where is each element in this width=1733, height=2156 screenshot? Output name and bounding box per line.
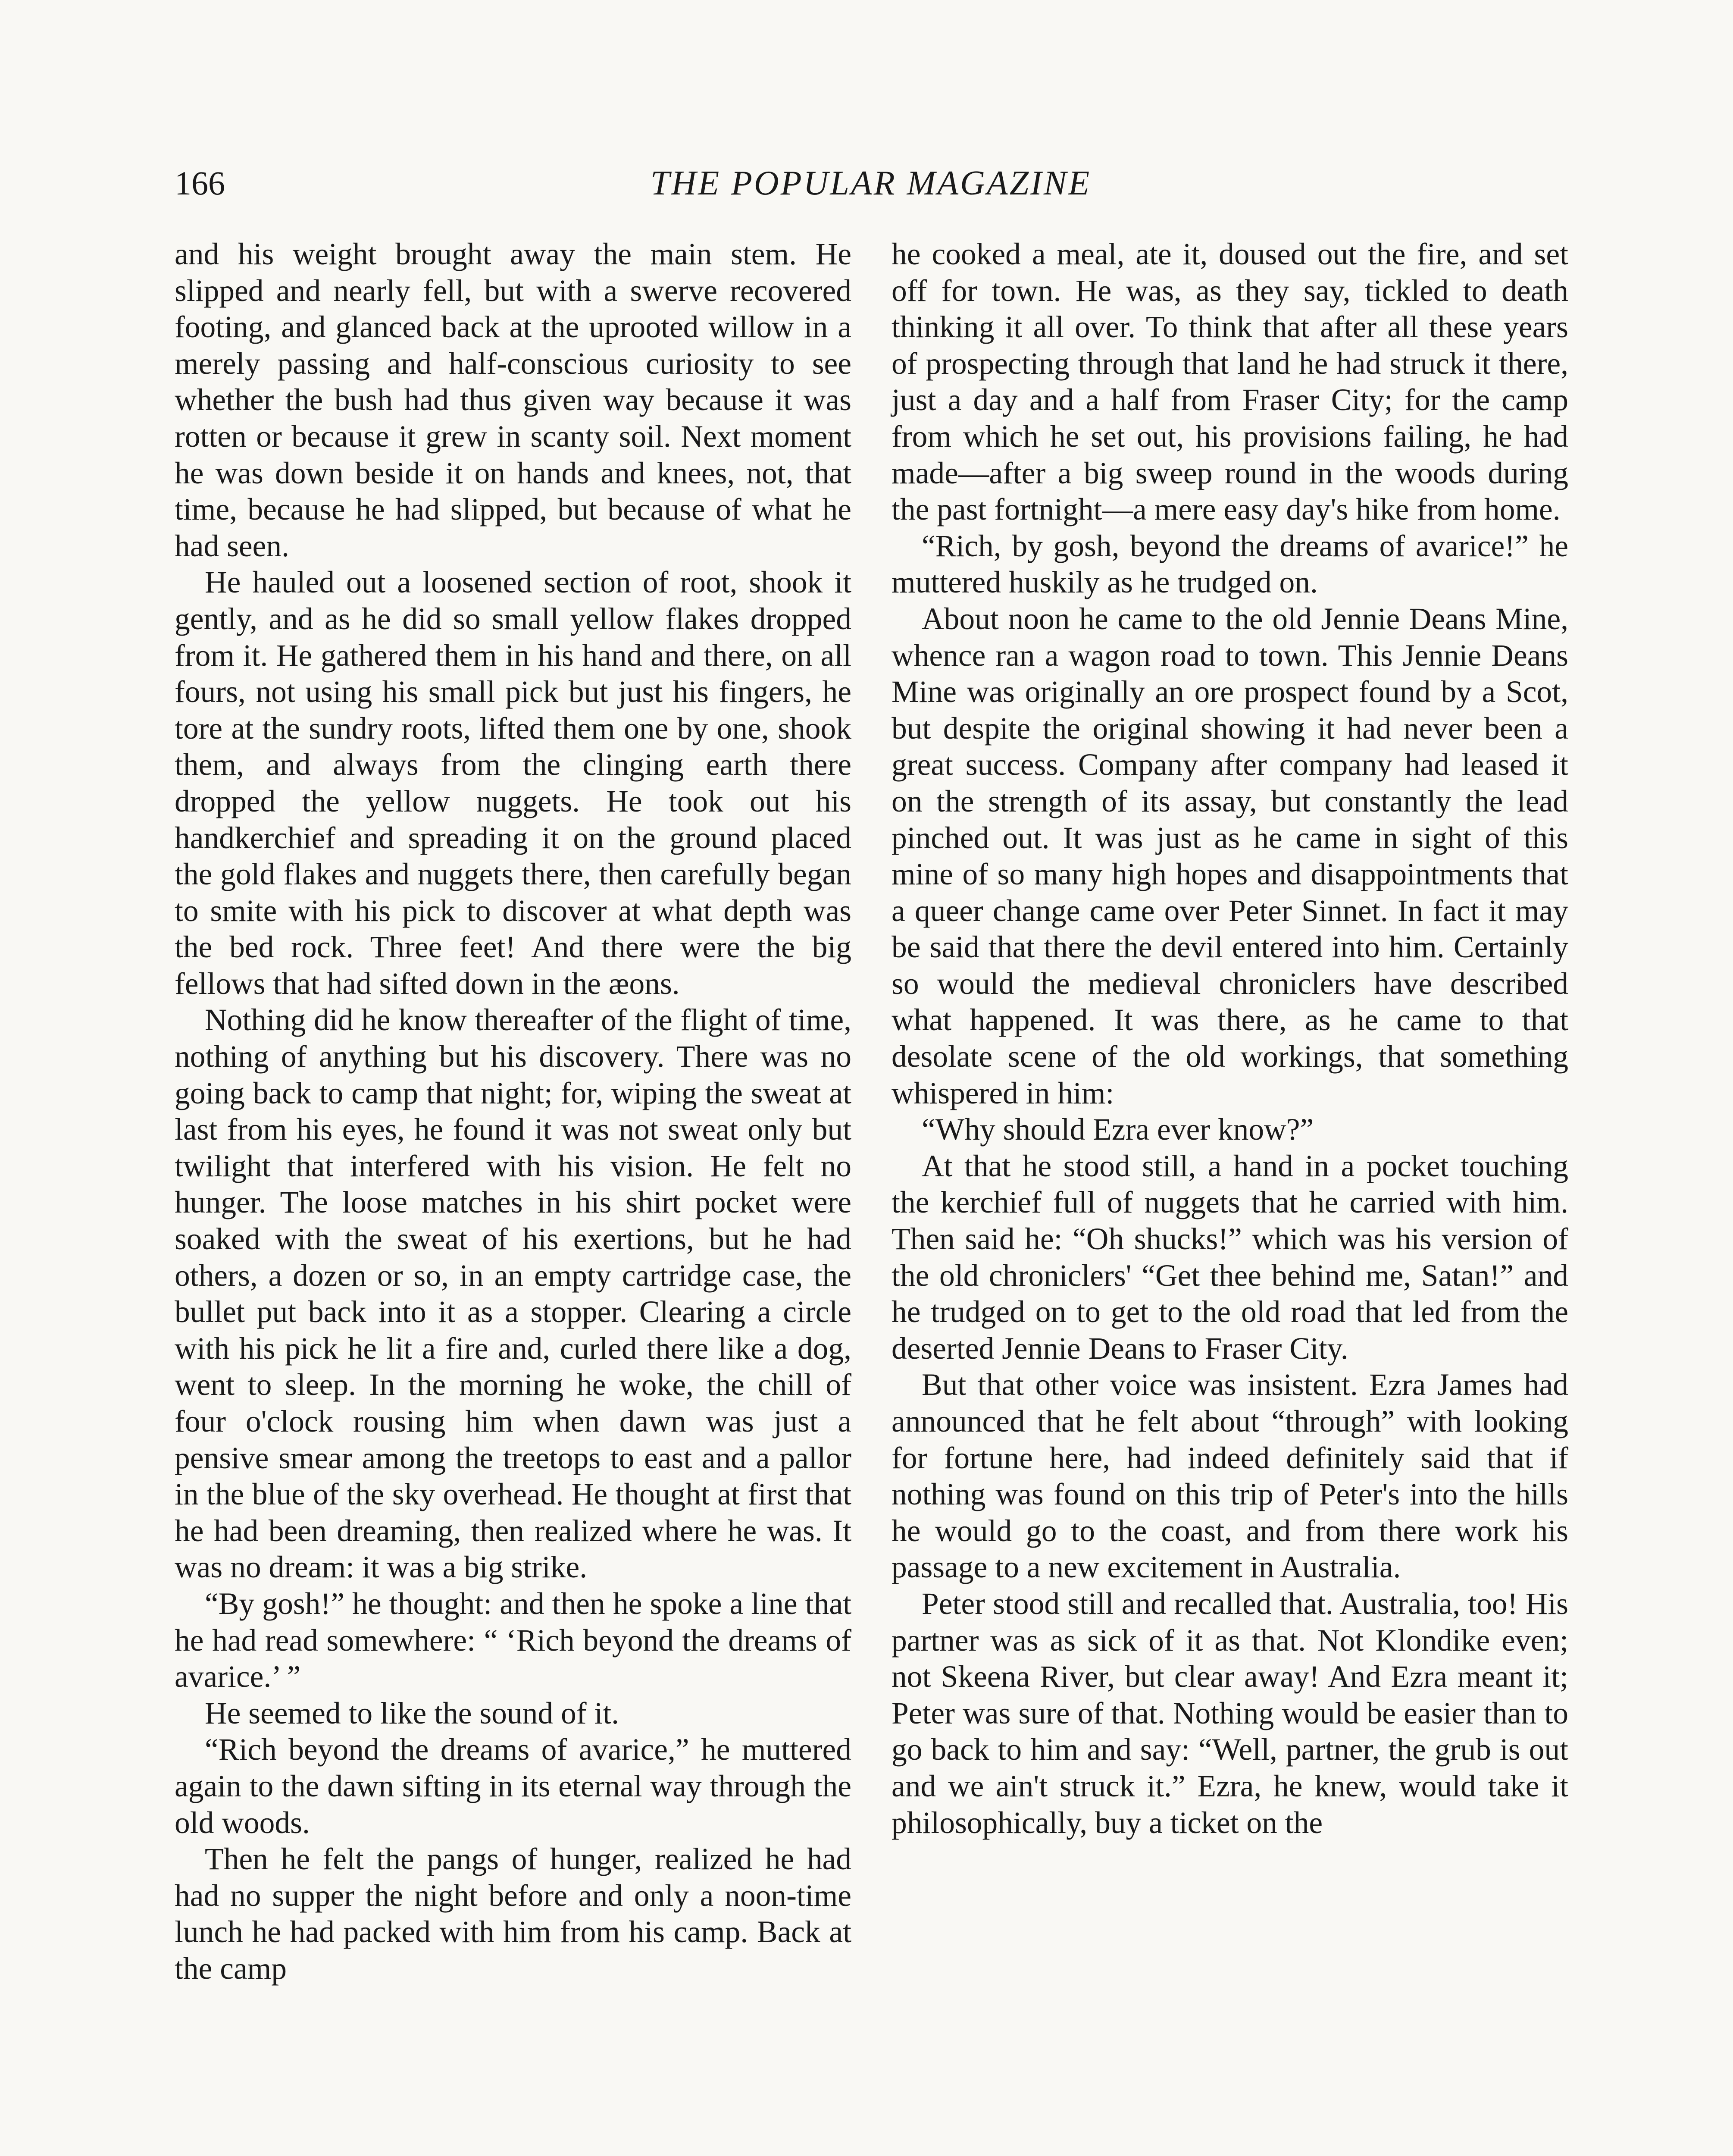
paragraph: Then he felt the pangs of hunger, realized he had had no supper the night before and only a noon-time lunch he had packed with him from his camp. Back at the camp bbox=[175, 1842, 851, 1986]
paragraph: “Rich, by gosh, beyond the dreams of avarice!” he muttered huskily as he trudged on. bbox=[892, 529, 1568, 600]
paragraph: “Why should Ezra ever know?” bbox=[922, 1112, 1314, 1147]
running-title: THE POPULAR MAGAZINE bbox=[650, 164, 1092, 202]
paragraph: He hauled out a loosened section of root, shook it gently, and as he did so small yellow flakes dropped from it. He gathered them in his hand and there, on all fours, not using his small pick but just his fingers, he tore at the sundry roots, lifted them one by one, shook them, and always from the clinging earth there dropped the yellow nuggets. He took out his handkerchief and spreading it on the ground placed the gold flakes and nuggets there, then carefully began to smite with his pick to discover at what depth was the bed rock. Three feet! And there were the big fellows that had sifted down in the æons. bbox=[175, 565, 851, 1001]
paragraph: and his weight brought away the main stem. He slipped and nearly fell, but with a swerve recovered footing, and glanced back at the uprooted willow in a merely passing and half-conscious curiosity to see whether the bush had thus given way because it was rotten or because it grew in scanty soil. Next moment he was down beside it on hands and knees, not, that time, because he had slipped, but because of what he had seen. bbox=[175, 237, 851, 563]
page-number: 166 bbox=[175, 164, 225, 202]
paragraph: But that other voice was insistent. Ezra James had announced that he felt about “through” with looking for fortune here, had indeed definitely said that if nothing was found on this trip of Peter's into the hills he would go to the coast, and from there work his passage to a new excitement in Australia. bbox=[892, 1368, 1568, 1585]
right-column bbox=[892, 236, 1568, 1841]
paragraph: “Rich beyond the dreams of avarice,” he muttered again to the dawn sifting in its eternal way through the old woods. bbox=[175, 1733, 851, 1840]
paragraph: At that he stood still, a hand in a pocket touching the kerchief full of nuggets that he carried with him. Then said he: “Oh shucks!” which was his version of the old chroniclers' “Get thee behind me, Satan!” and he trudged on to get to the old road that led from the deserted Jennie Deans to Fraser City. bbox=[892, 1149, 1568, 1366]
left-column bbox=[175, 236, 851, 1987]
paragraph: he cooked a meal, ate it, doused out the fire, and set off for town. He was, as they say, tickled to death thinking it all over. To think that after all these years of prospecting through that land he had struck it there, just a day and a half from Fraser City; for the camp from which he set out, his provisions failing, he had made—after a big sweep round in the woods during the past fortnight—a mere easy day's hike from home. bbox=[892, 237, 1568, 527]
paragraph: Peter stood still and recalled that. Australia, too! His partner was as sick of it as that. Not Klondike even; not Skeena River, but clear away! And Ezra meant it; Peter was sure of that. Nothing would be easier than to go back to him and say: “Well, partner, the grub is out and we ain't struck it.” Ezra, he knew, would take it philosophically, buy a ticket on the bbox=[892, 1586, 1568, 1840]
paragraph: Nothing did he know thereafter of the flight of time, nothing of anything but his discovery. There was no going back to camp that night; for, wiping the sweat at last from his eyes, he found it was not sweat only but twilight that interfered with his vision. He felt no hunger. The loose matches in his shirt pocket were soaked with the sweat of his exertions, but he had others, a dozen or so, in an empty cartridge case, the bullet put back into it as a stopper. Clearing a circle with his pick he lit a fire and, curled there like a dog, went to sleep. In the morning he woke, the chill of four o'clock rousing him when dawn was just a pensive smear among the treetops to east and a pallor in the blue of the sky overhead. He thought at first that he had been dreaming, then realized where he was. It was no dream: it was a big strike. bbox=[175, 1003, 851, 1585]
page-header bbox=[175, 160, 1567, 207]
paragraph: He seemed to like the sound of it. bbox=[205, 1696, 619, 1730]
paragraph: “By gosh!” he thought: and then he spoke a line that he had read somewhere: “ ‘Rich beyond the dreams of avarice.’ ” bbox=[175, 1586, 851, 1694]
paragraph: About noon he came to the old Jennie Deans Mine, whence ran a wagon road to town. This Jennie Deans Mine was originally an ore prospect found by a Scot, but despite the original showing it had never been a great success. Company after company had leased it on the strength of its assay, but constantly the lead pinched out. It was just as he came in sight of this mine of so many high hopes and disappointments that a queer change came over Peter Sinnet. In fact it may be said that there the devil entered into him. Certainly so would the medieval chroniclers have described what happened. It was there, as he came to that desolate scene of the old workings, that something whispered in him: bbox=[892, 602, 1568, 1110]
